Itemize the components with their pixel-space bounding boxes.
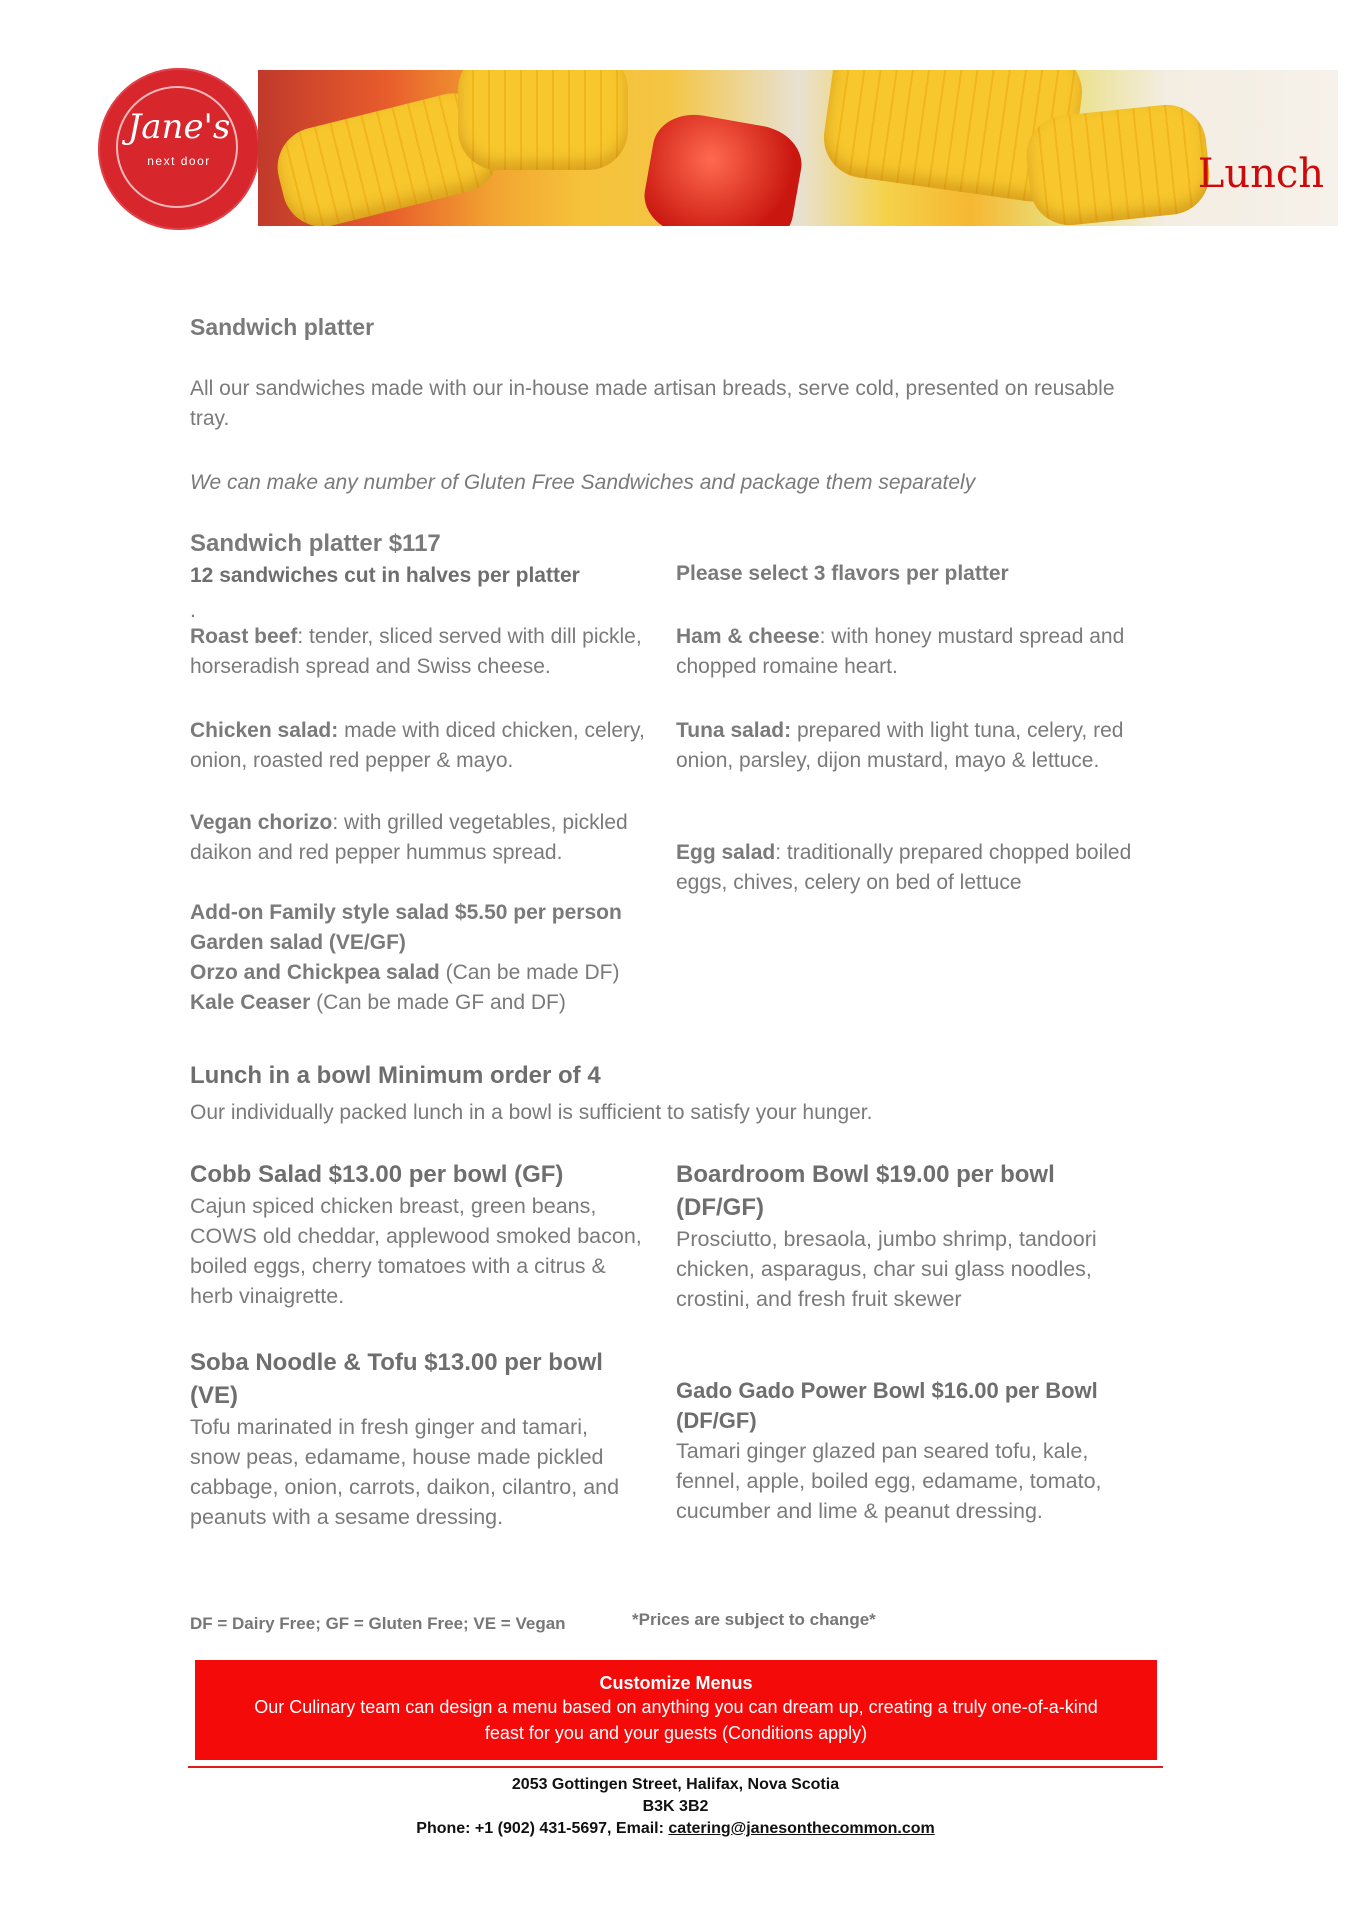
section-title-sandwich: Sandwich platter: [190, 314, 375, 340]
section-title-bowls: Lunch in a bowl Minimum order of 4: [190, 1062, 601, 1089]
banner-title: Lunch: [1197, 151, 1324, 197]
list-item: Vegan chorizo: with grilled vegetables, pickled daikon and red pepper hummus spread.: [190, 811, 628, 864]
corn-graphic: [458, 70, 628, 170]
bowl-title: Gado Gado Power Bowl $16.00 per Bowl (DF/GF): [676, 1378, 1098, 1433]
tomato-graphic: [639, 108, 808, 226]
platter-description: 12 sandwiches cut in halves per platter: [190, 564, 580, 587]
bowl-title: Soba Noodle & Tofu $13.00 per bowl (VE): [190, 1349, 603, 1409]
header-banner-image: [258, 70, 1338, 226]
list-item: Egg salad: traditionally prepared chopped boiled eggs, chives, celery on bed of lettuce: [676, 841, 1132, 894]
list-item: Chicken salad: made with diced chicken, celery, onion, roasted red pepper & mayo.: [190, 719, 645, 772]
email-link[interactable]: catering@janesonthecommon.com: [668, 1820, 935, 1837]
bowl-description: Tofu marinated in fresh ginger and tamari, snow peas, edamame, house made pickled cabbage, onion, carrots, daikon, cilantro, and peanuts with a sesame dressing.: [190, 1415, 620, 1529]
list-item: Roast beef: tender, sliced served with dill pickle, horseradish spread and Swiss cheese.: [190, 625, 642, 678]
bowl-item: [676, 1376, 1156, 1526]
bowl-item: [676, 1158, 1156, 1314]
addon-salads: [190, 898, 670, 1018]
bowl-description: Prosciutto, bresaola, jumbo shrimp, tandoori chicken, asparagus, char sui glass noodles, crostini, and fresh fruit skewer: [676, 1227, 1097, 1311]
bowl-title: Boardroom Bowl $19.00 per bowl (DF/GF): [676, 1161, 1055, 1221]
address-street: 2053 Gottingen Street, Halifax, Nova Scotia: [511, 1776, 840, 1793]
addon-kale: Kale Ceaser (Can be made GF and DF): [190, 991, 566, 1014]
customize-title: Customize Menus: [599, 1673, 753, 1693]
diet-legend: DF = Dairy Free; GF = Gluten Free; VE = Vegan: [190, 1614, 566, 1633]
platter-price: Sandwich platter $117: [190, 530, 441, 557]
customize-text: Our Culinary team can design a menu based on anything you can dream up, creating a truly one-of-a-kind feast for you and your guests (Conditions apply): [254, 1697, 1098, 1743]
logo-name: Jane's: [127, 107, 231, 147]
logo-subtitle: next door: [147, 154, 211, 168]
contact-line: [188, 1818, 1163, 1840]
logo-ring: [116, 86, 238, 208]
customize-menus-banner: [195, 1660, 1157, 1760]
bowl-item: [190, 1346, 640, 1532]
separator-dot: .: [190, 599, 196, 622]
footer-divider: [188, 1766, 1163, 1768]
addon-orzo: Orzo and Chickpea salad (Can be made DF): [190, 961, 620, 984]
list-item: Ham & cheese: with honey mustard spread and chopped romaine heart.: [676, 625, 1125, 678]
addon-title: Add-on Family style salad $5.50 per person: [190, 901, 622, 924]
gluten-free-note: We can make any number of Gluten Free Sandwiches and package them separately: [190, 471, 976, 494]
sandwich-intro: All our sandwiches made with our in-house made artisan breads, serve cold, presented on reusable tray.: [190, 377, 1115, 430]
addon-garden: Garden salad (VE/GF): [190, 931, 406, 954]
address-postal: B3K 3B2: [642, 1798, 709, 1815]
corn-graphic: [1023, 101, 1214, 226]
bowl-title: Cobb Salad $13.00 per bowl (GF): [190, 1161, 564, 1188]
price-note: *Prices are subject to change*: [632, 1610, 876, 1629]
contact-address: [188, 1774, 1163, 1840]
bowl-description: Cajun spiced chicken breast, green beans, COWS old cheddar, applewood smoked bacon, boiled eggs, cherry tomatoes with a citrus & herb vinaigrette.: [190, 1194, 642, 1308]
phone-text: Phone: +1 (902) 431-5697, Email:: [416, 1820, 669, 1837]
list-item: Tuna salad: prepared with light tuna, celery, red onion, parsley, dijon mustard, mayo & lettuce.: [676, 719, 1124, 772]
bowl-description: Tamari ginger glazed pan seared tofu, kale, fennel, apple, boiled egg, edamame, tomato, cucumber and lime & peanut dressing.: [676, 1439, 1102, 1523]
brand-logo: [98, 68, 260, 230]
bowl-item: [190, 1158, 650, 1311]
flavor-select-note: Please select 3 flavors per platter: [676, 562, 1009, 585]
bowls-intro: Our individually packed lunch in a bowl is sufficient to satisfy your hunger.: [190, 1101, 873, 1124]
